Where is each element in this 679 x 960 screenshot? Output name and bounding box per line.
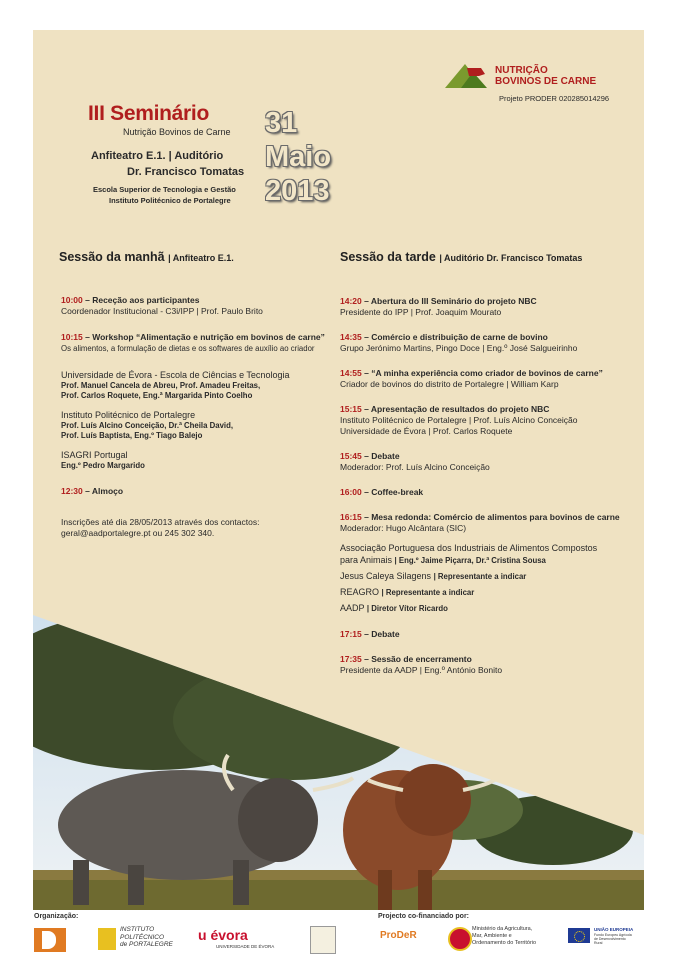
portugal-emblem-icon bbox=[448, 927, 472, 951]
school-line2: Instituto Politécnico de Portalegre bbox=[109, 196, 231, 205]
afternoon-item: 16:15 – Mesa redonda: Comércio de alimentos para bovinos de carne Moderador: Hugo Alcântara (SIC) bbox=[340, 512, 620, 533]
afternoon-item: 17:15 – Debate bbox=[340, 629, 400, 639]
morning-item: Universidade de Évora - Escola de Ciências e Tecnologia Prof. Manuel Cancela de Abreu, Prof. Amadeu Freitas, Prof. Carlos Roquete, Eng.ª Margarida Pinto Coelho bbox=[61, 370, 290, 400]
afternoon-item: 14:35 – Comércio e distribuição de carne de bovino Grupo Jerónimo Martins, Pingo Doce | Eng.º José Salgueirinho bbox=[340, 332, 578, 353]
afternoon-program bbox=[340, 296, 640, 676]
afternoon-item: 14:55 – “A minha experiência como criador de bovinos de carne” Criador de bovinos do distrito de Portalegre | William Karp bbox=[340, 368, 603, 389]
panel-member: AADP | Diretor Vítor Ricardo bbox=[340, 603, 448, 613]
morning-item: Instituto Politécnico de Portalegre Prof. Luís Alcino Conceição, Dr.ª Cheila David, Prof. Luís Baptista, Eng.º Tiago Balejo bbox=[61, 410, 233, 440]
ministry-logo-text: Ministério da Agricultura, Mar, Ambiente e Ordenamento do Território bbox=[472, 926, 537, 946]
morning-heading: Sessão da manhã | Anfiteatro E.1. bbox=[59, 250, 234, 264]
signup-line1: Inscrições até dia 28/05/2013 através dos contactos: bbox=[61, 517, 260, 527]
morning-item: 12:30 – Almoço bbox=[61, 486, 124, 496]
morning-program bbox=[61, 295, 341, 539]
signup-line2: geral@aadportalegre.pt ou 245 302 340. bbox=[61, 528, 215, 538]
school-line1: Escola Superior de Tecnologia e Gestão bbox=[93, 185, 236, 194]
ipp-logo-icon bbox=[98, 928, 116, 950]
date-year: 2013 bbox=[265, 175, 330, 207]
panel-member: Jesus Caleya Silagens | Representante a indicar bbox=[340, 571, 527, 581]
afternoon-item: 16:00 – Coffee-break bbox=[340, 487, 424, 497]
cofinancing-label: Projecto co-financiado por: bbox=[378, 913, 470, 920]
organization-label: Organização: bbox=[34, 913, 79, 920]
afternoon-item: 15:15 – Apresentação de resultados do projeto NBC Instituto Politécnico de Portalegre | Prof. Luís Alcino Conceição Universidade de Évora | Prof. Carlos Roquete bbox=[340, 404, 578, 436]
panel-member: REAGRO | Representante a indicar bbox=[340, 587, 475, 597]
ipp-logo-text: INSTITUTO POLITÉCNICO de PORTALEGRE bbox=[120, 926, 173, 948]
afternoon-heading: Sessão da tarde | Auditório Dr. Francisco Tomatas bbox=[340, 250, 583, 264]
venue-line2: Dr. Francisco Tomatas bbox=[127, 166, 245, 178]
naturcarnes-logo-icon bbox=[310, 926, 336, 954]
proder-logo-text: ProDeR bbox=[380, 930, 417, 941]
logo-text-line2: BOVINOS DE CARNE bbox=[495, 76, 597, 87]
eu-fund-label: Fundo Europeu Agrícola de Desenvolvimento Rural bbox=[594, 933, 632, 945]
eu-label: UNIÃO EUROPEIA bbox=[594, 927, 634, 932]
morning-item: ISAGRI Portugal Eng.º Pedro Margarido bbox=[61, 450, 145, 470]
date-month: Maio bbox=[265, 141, 332, 173]
evora-logo-subtext: UNIVERSIDADE DE ÉVORA bbox=[216, 944, 275, 949]
afternoon-item: 14:20 – Abertura do III Seminário do projeto NBC Presidente do IPP | Prof. Joaquim Mourato bbox=[340, 296, 537, 317]
seminar-title: III Seminário bbox=[88, 102, 209, 125]
logo-text-line1: NUTRIÇÃO bbox=[495, 65, 548, 76]
date-day: 31 bbox=[265, 107, 298, 139]
venue-line1: Anfiteatro E.1. | Auditório bbox=[91, 150, 224, 162]
panel-member: Associação Portuguesa dos Industriais de Alimentos Compostos para Animais | Eng.º Jaime Piçarra, Dr.ª Cristina Sousa bbox=[340, 543, 598, 565]
poster bbox=[33, 30, 644, 910]
morning-item: 10:00 – Receção aos participantes Coordenador Institucional - C3i/IPP | Prof. Paulo Brito bbox=[61, 295, 263, 316]
aadp-logo-icon bbox=[34, 928, 66, 952]
afternoon-item: 15:45 – Debate Moderador: Prof. Luís Alcino Conceição bbox=[340, 451, 490, 472]
morning-item: 10:15 – Workshop “Alimentação e nutrição em bovinos de carne” Os alimentos, a formulação de dietas e os softwares de auxílio ao criador bbox=[61, 332, 325, 353]
footer bbox=[0, 910, 679, 960]
seminar-subtitle: Nutrição Bovinos de Carne bbox=[123, 127, 231, 137]
eu-flag-icon bbox=[568, 928, 590, 943]
nbc-logo-icon bbox=[443, 60, 493, 90]
evora-logo-text: u évora bbox=[198, 927, 248, 943]
afternoon-item: 17:35 – Sessão de encerramento Presidente da AADP | Eng.º António Bonito bbox=[340, 654, 503, 675]
project-code: Projeto PRODER 020285014296 bbox=[499, 94, 610, 103]
